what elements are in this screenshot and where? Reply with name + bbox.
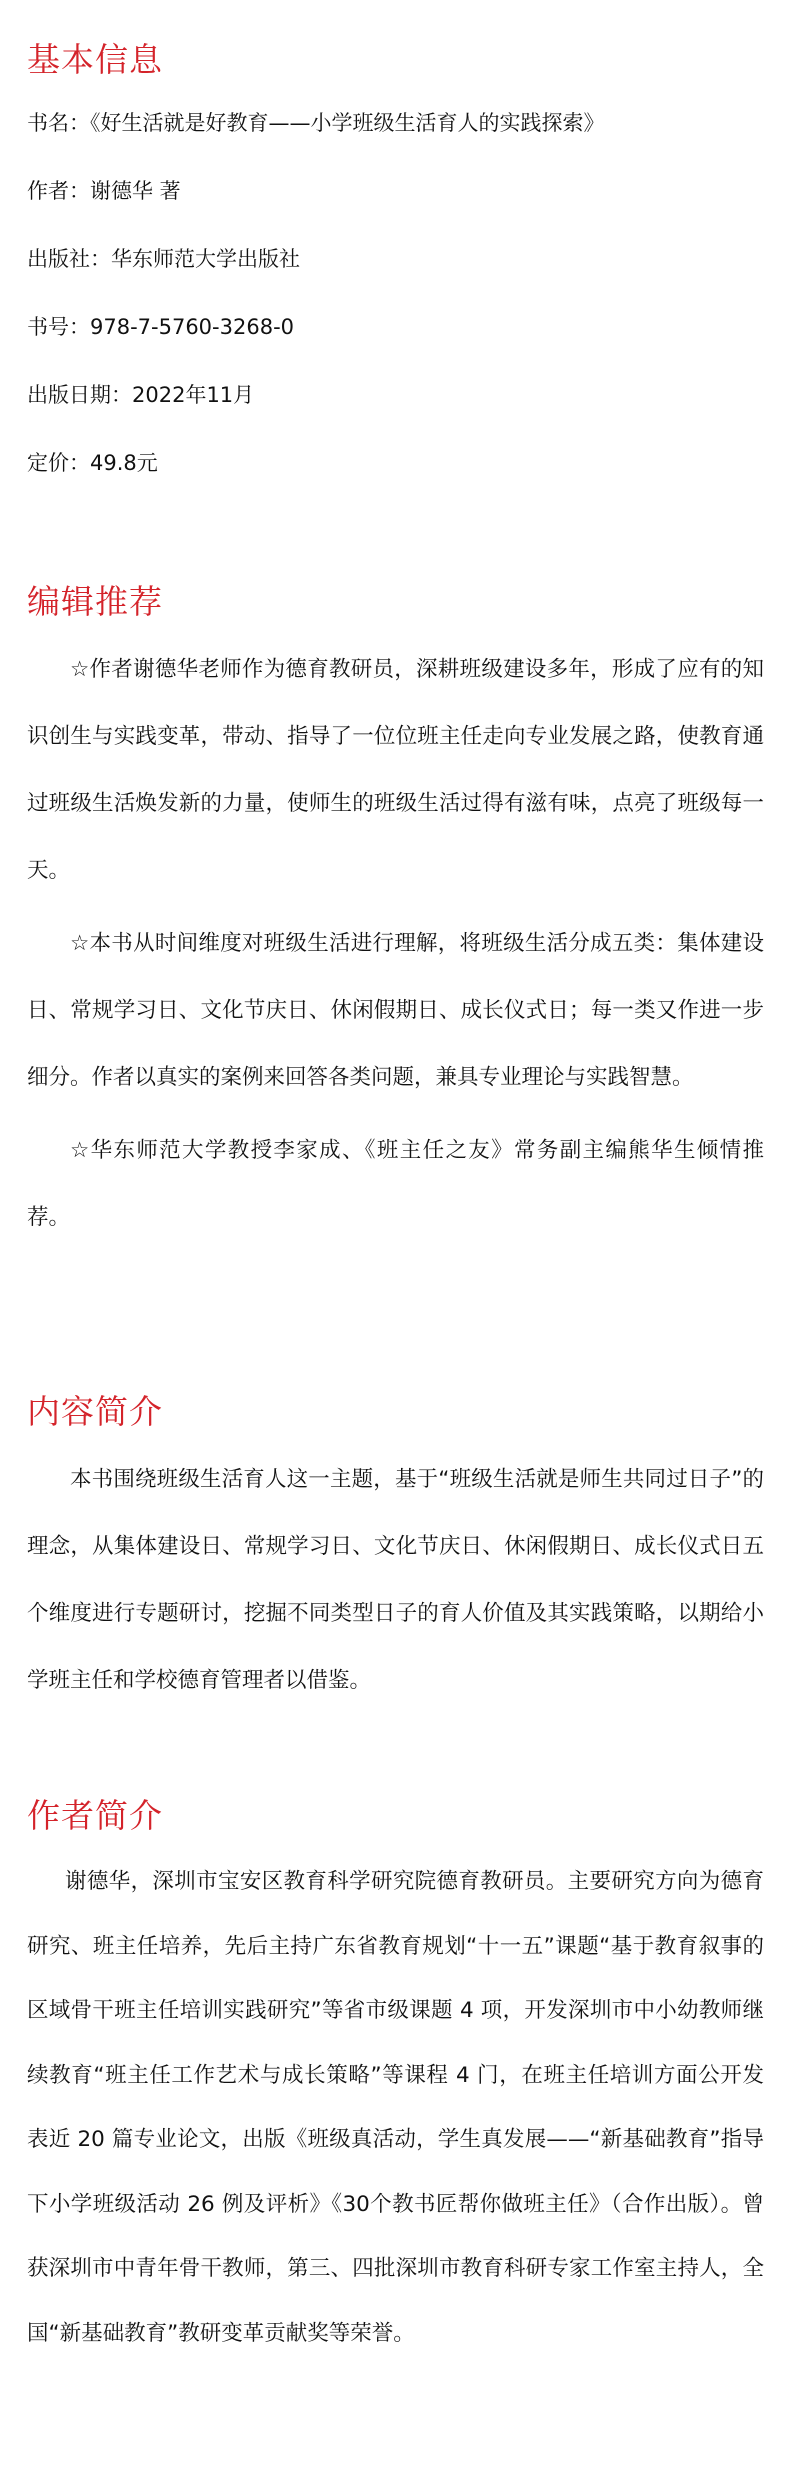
- section-heading: 内容简介: [27, 1392, 163, 1431]
- section-heading: 基本信息: [27, 40, 163, 79]
- section-heading: 编辑推荐: [27, 582, 163, 621]
- summary-paragraph: 本书围绕班级生活育人这一主题，基于“班级生活就是师生共同过日子”的理念，从集体建设日、常规学习日、文化节庆日、休闲假期日、成长仪式日五个维度进行专题研讨，挖掘不同类型日子的育人价值及其实践策略，以期给小学班主任和学校德育管理者以借鉴。: [27, 1467, 764, 1693]
- summary-section: [0, 1388, 790, 1720]
- book-price: 定价：49.8元: [27, 451, 158, 475]
- book-title: 书名：《好生活就是好教育——小学班级生活育人的实践探索》: [27, 111, 605, 135]
- book-isbn: 书号：978-7-5760-3268-0: [27, 315, 295, 339]
- book-author: 作者：谢德华 著: [27, 179, 181, 203]
- author-intro-section: [0, 1792, 790, 2366]
- recommendation-paragraph: ☆华东师范大学教授李家成、《班主任之友》常务副主编熊华生倾情推荐。: [27, 1138, 764, 1230]
- section-heading: 作者简介: [27, 1796, 163, 1835]
- recommendation-paragraph: ☆作者谢德华老师作为德育教研员，深耕班级建设多年，形成了应有的知识创生与实践变革，带动、指导了一位位班主任走向专业发展之路，使教育通过班级生活焕发新的力量，使师生的班级生活过得有滋有味，点亮了班级每一天。: [27, 657, 764, 883]
- author-intro-paragraph: 谢德华，深圳市宝安区教育科学研究院德育教研员。主要研究方向为德育研究、班主任培养，先后主持广东省教育规划“十一五”课题“基于教育叙事的区域骨干班主任培训实践研究”等省市级课题 4 项，开发深圳市中小幼教师继续教育“班主任工作艺术与成长策略”等课程 4 门，在班主任培训方面公开发表近 20 篇专业论文，出版《班级真活动，学生真发展——“新基础教育”指导下小学班级活动 26 例及评析》《30个教书匠帮你做班主任》（合作出版）。曾获深圳市中青年骨干教师，第三、四批深圳市教育科研专家工作室主持人，全国“新基础教育”教研变革贡献奖等荣誉。: [27, 1869, 764, 2346]
- publish-date: 出版日期：2022年11月: [27, 383, 255, 407]
- recommendation-paragraph: ☆本书从时间维度对班级生活进行理解，将班级生活分成五类：集体建设日、常规学习日、文化节庆日、休闲假期日、成长仪式日；每一类又作进一步细分。作者以真实的案例来回答各类问题，兼具专业理论与实践智慧。: [27, 931, 764, 1090]
- basic-info-section: [0, 36, 790, 479]
- book-publisher: 出版社：华东师范大学出版社: [27, 247, 300, 271]
- editor-recommendation-section: [0, 578, 790, 1257]
